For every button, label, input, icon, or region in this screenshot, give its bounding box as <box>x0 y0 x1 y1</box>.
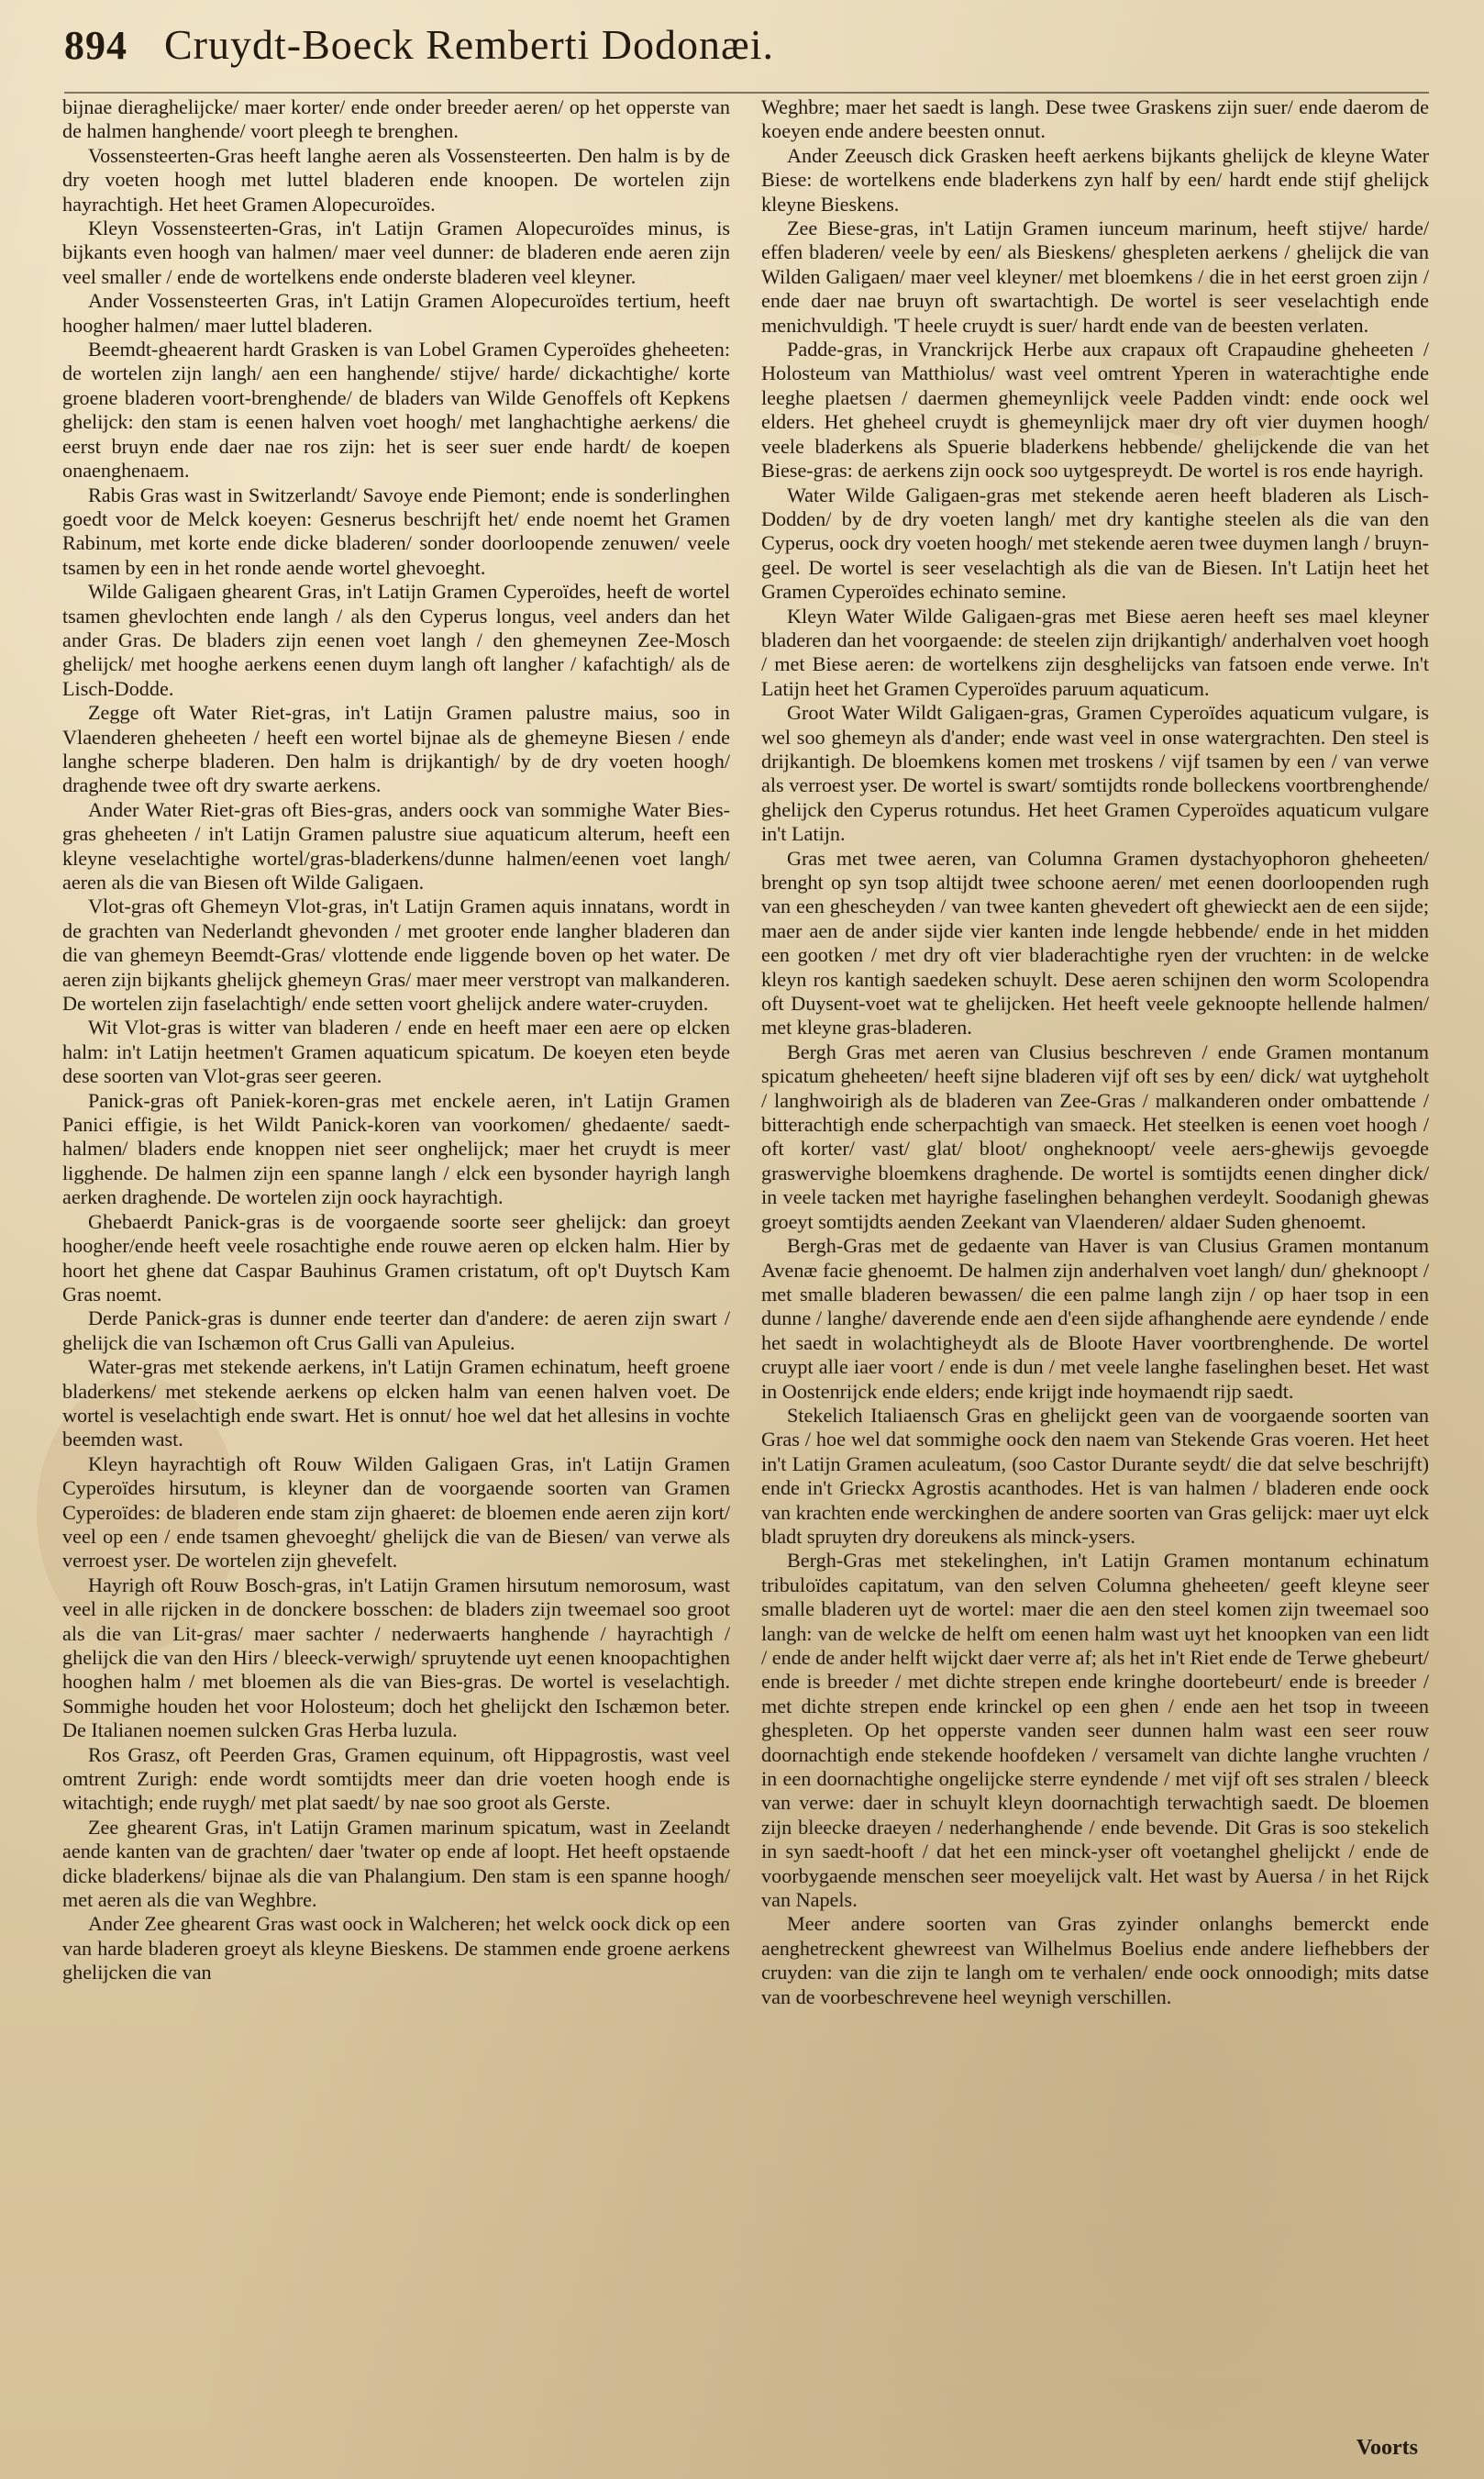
paragraph: Vossensteerten-Gras heeft langhe aeren als Vossensteerten. Den halm is by de dry voeten hoogh met luttel bladeren ende knoopen. De wortelen zijn hayrachtigh. Het heet Gramen Alopecuroïdes. <box>62 143 730 216</box>
paragraph: Bergh Gras met aeren van Clusius beschreven / ende Gramen montanum spicatum gheheeten/ heeft sijne bladeren vijf oft ses by een/ dick/ wat uytgheholt / langhwoirigh als de bladeren van Zee-Gras / malkanderen onder ombattende / bitterachtigh ende scherpachtigh van smaeck. Het steelken is eenen voet hoogh / oft korter/ vast/ glat/ bloot/ ongheknoopt/ veele aers-ghewijs gevoegde graswervighe bloemkens draghende. De wortel is somtijdts eenen dingher dick/ in veele tacken met hayrighe faselinghen behanghen verdeylt. Soodanigh ghewas groeyt somtijdts aenden Zeekant van Vlaenderen/ aldaer Suden ghenoemt. <box>761 1039 1429 1233</box>
right-column <box>761 95 1429 2426</box>
paragraph: Gras met twee aeren, van Columna Gramen dystachyophoron gheheeten/ brenght op syn tsop altijdt twee schoone aeren/ met eenen doorloopenden rugh van een ghescheyden / van twee kanten ghevedert oft ghewieckt aen de een sijde; maer aen de ander sijde vier kanten inde lengde hebbende/ ende in het midden een gootken / met dry oft vier bladerachtighe ryen der vruchten: in de welcke kleyn ros kantigh saedeken schuylt. Dese aeren schijnen den worm Scolopendra oft Duysent-voet wat te ghelijcken. Het heeft veele geknoopte hellende halmen/ met kleyne gras-bladeren. <box>761 846 1429 1039</box>
page-number: 894 <box>64 23 127 68</box>
paragraph: Kleyn hayrachtigh oft Rouw Wilden Galigaen Gras, in't Latijn Gramen Cyperoïdes hirsutum, is kleyner dan de voorgaende soorten van Gramen Cyperoïdes: de bladeren ende stam zijn ghaeret: de bloemen ende aeren zijn kort/ veel op een / ende tsamen ghevoeght/ ghelijck die van de Biesen/ van verwe als verroest yser. De wortelen zijn ghevefelt. <box>62 1451 730 1573</box>
paragraph: Meer andere soorten van Gras zyinder onlanghs bemerckt ende aenghetreckent ghewreest van Wilhelmus Boelius ende andere liefhebbers der cruyden: van die zijn te langh om te verhalen/ ende oock onnoodigh; mits datse van de voorbeschrevene heel weynigh verschillen. <box>761 1912 1429 2008</box>
paragraph: Kleyn Water Wilde Galigaen-gras met Biese aeren heeft ses mael kleyner bladeren dan het voorgaende: de steelen zijn drijkantigh/ anderhalven voet hoogh / met Biese aeren: de wortelkens zijn desghelijcks van fatsoen ende verwe. In't Latijn heet het Gramen Cyperoïdes paruum aquaticum. <box>761 604 1429 700</box>
paragraph: Wit Vlot-gras is witter van bladeren / ende en heeft maer een aere op elcken halm: in't Latijn heetmen't Gramen aquaticum spicatum. De koeyen eten beyde dese soorten van Vlot-gras seer geeren. <box>62 1016 730 1088</box>
paragraph: Weghbre; maer het saedt is langh. Dese twee Graskens zijn suer/ ende daerom de koeyen ende andere beesten onnut. <box>761 95 1429 143</box>
paragraph: Stekelich Italiaensch Gras en ghelijckt geen van de voorgaende soorten van Gras / hoe wel dat sommighe oock den naem van Stekende Gras voeren. Het heet in't Latijn Gramen aculeatum, (soo Castor Durante seydt/ die dat selve beschrijft) ende in't Grieckx Agrostis acanthodes. Het is van halmen / bladeren ende oock van krachten ende werckinghen de andere soorten van Gras gelijck: maer uyt elck bladt spruyten dry doreukens als minck-ysers. <box>761 1403 1429 1548</box>
paragraph: Groot Water Wildt Galigaen-gras, Gramen Cyperoïdes aquaticum vulgare, is wel soo ghemeyn als d'ander; ende wast veel in onse watergrachten. Den steel is drijkantigh. De bloemkens komen met troskens / vijf tsamen by een / van verwe als verroest yser. De wortel is swart/ somtijdts ronde bolleckens voortbrenghende/ ghelijck den Cyperus rotundus. Het heet Gramen Cyperoïdes aquaticum vulgare in't Latijn. <box>761 701 1429 846</box>
paragraph: Ghebaerdt Panick-gras is de voorgaende soorte seer ghelijck: dan groeyt hoogher/ende heeft veele rosachtighe ende rouwe aeren op elcken halm. Hier by hoort het ghene dat Caspar Bauhinus Gramen cristatum, oft op't Duytsch Kam Gras noemt. <box>62 1209 730 1306</box>
paragraph: bijnae dieraghelijcke/ maer korter/ ende onder breeder aeren/ op het opperste van de halmen hanghende/ voort pleegh te brenghen. <box>62 95 730 143</box>
header-rule <box>64 92 1429 94</box>
text-columns <box>62 95 1429 2426</box>
paragraph: Derde Panick-gras is dunner ende teerter dan d'andere: de aeren zijn swart / ghelijck die van Ischæmon oft Crus Galli van Apuleius. <box>62 1306 730 1354</box>
paragraph: Hayrigh oft Rouw Bosch-gras, in't Latijn Gramen hirsutum nemorosum, wast veel in alle rijcken in de donckere bosschen: de bladers zijn tweemael soo groot als die van Lit-gras/ maer sachter / nederwaerts hanghende / hayrachtigh / ghelijck die van den Hirs / bleeck-verwigh/ spruytende uyt eenen knoopachtighen hooghen halm / met bloemen als die van Bies-gras. De wortel is veselachtigh. Sommighe houden het voor Holosteum; doch het ghelijckt den Ischæmon beter. De Italianen noemen sulcken Gras Herba luzula. <box>62 1573 730 1742</box>
paragraph: Kleyn Vossensteerten-Gras, in't Latijn Gramen Alopecuroïdes minus, is bijkants even hoogh van halmen/ maer veel dunner: de bladeren ende aeren zijn veel smaller / ende de wortelkens ende onderste bladeren veel kleyner. <box>62 217 730 288</box>
paragraph: Zegge oft Water Riet-gras, in't Latijn Gramen palustre maius, soo in Vlaenderen gheheeten / heeft een wortel bijnae als de ghemeyne Biesen / ende langhe scherpe bladeren. Den halm is drijkantigh/ by de dry voeten hoogh/ draghende twee oft dry swarte aerkens. <box>62 701 730 797</box>
paragraph: Bergh-Gras met stekelinghen, in't Latijn Gramen montanum echinatum tribuloïdes capitatum, van den selven Columna gheheeten/ geeft kleyne seer smalle bladeren uyt de wortel: maer die aen den steel komen zijn tweemael soo langh: van de welcke de helft om eenen halm wast uyt het knoopken van een lidt / ende de ander helft wijckt daer verre af; als het in't Riet ende de Terwe ghebeurt/ ende is breeder / met dichte strepen ende kringhe doortebeurt/ ende is breeder / met dichte strepen ende krinckel op een ghen / ende aen het tsop in tweeen ghespleten. Op het opperste vanden seer dunnen halm wast een seer rouw doornachtigh ende stekende hoofdeken / versamelt van dichte langhe vruchten / in een doornachtighe ongelijcke sterre eyndende / met vijf oft ses stralen / bleeck van verwe: daer in schuylt kleyn doornachtigh terwachtigh saedt. De bloemen zijn bleecke draeyen / nederhanghende / ende bevende. Dit Gras is soo stekelich in syn saedt-hooft / dat het een minck-yser oft voetanghel ghelijckt / ende de voorbygaende menschen seer moeyelijck valt. Het wast by Auersa / in het Rijck van Napels. <box>761 1549 1429 1912</box>
paragraph: Bergh-Gras met de gedaente van Haver is van Clusius Gramen montanum Avenæ facie ghenoemt. De halmen zijn anderhalven voet langh/ dun/ gheknoopt / met smalle bladeren bewassen/ die een palme langh zijn / op haer tsop in een dunne / langhe/ daverende ende aen d'een sijde afhanghende aere eyndende / ende het saedt in wolachtigheydt als de Bloote Haver voortbrenghende. De wortel cruypt alle iaer voort / ende is dun / met veele langhe faselinghen beset. Het wast in Oostenrijck ende elders; ende krijgt inde hoymaendt rijp saedt. <box>761 1234 1429 1403</box>
paragraph: Beemdt-gheaerent hardt Grasken is van Lobel Gramen Cyperoïdes gheheeten: de wortelen zijn langh/ aen een hanghende/ stijve/ harde/ dickachtighe/ korte groene bladeren voort-brenghende/ de bladers van Wilde Genoffels oft Kepkens ghelijck: den stam is eenen halven voet hoogh/ met langhachtighe aerkens/ die eerst bruyn ende daer nae ros zijn: het is seer suer ende hardt/ de koepen onaenghenaem. <box>62 338 730 483</box>
paragraph: Padde-gras, in Vranckrijck Herbe aux crapaux oft Crapaudine gheheeten / Holosteum van Matthiolus/ wast veel omtrent Yperen in waterachtighe ende leeghe plaetsen / daermen ghemeynlijck veele Padden vindt: ende oock wel elders. Het gheheel cruydt is ghemeynlijck maer dry oft vier duymen hoogh/ veele bladerkens als Spuerie bladerkens hebbende/ ghelijckende die van het Biese-gras: de aerkens zijn oock soo uytgespreydt. De wortel is ros ende hayrigh. <box>761 338 1429 483</box>
paragraph: Zee ghearent Gras, in't Latijn Gramen marinum spicatum, wast in Zeelandt aende kanten van de grachten/ daer 'twater op ende af loopt. Het heeft opstaende dicke bladerkens/ bijnae als die van Phalangium. Den stam is een spanne hoogh/ met aeren als die van Weghbre. <box>62 1815 730 1912</box>
paragraph: Zee Biese-gras, in't Latijn Gramen iunceum marinum, heeft stijve/ harde/ effen bladeren/ veele by een/ als Bieskens/ ghespleten aerkens / ghelijck die van Wilden Galigaen/ maer veel kleyner/ met bloemkens / die in het eerst groen zijn / ende daer nae bruyn oft swartachtigh. De wortel is seer veselachtigh ende menichvuldigh. 'T heele cruydt is suer/ hardt ende van de beesten verlaten. <box>761 217 1429 337</box>
paragraph: Ander Zeeusch dick Grasken heeft aerkens bijkants ghelijck de kleyne Water Biese: de wortelkens ende bladerkens zyn half by een/ hardt ende stijf ghelijck kleyne Bieskens. <box>761 143 1429 216</box>
paragraph: Ros Grasz, oft Peerden Gras, Gramen equinum, oft Hippagrostis, wast veel omtrent Zurigh: ende wordt somtijdts meer dan drie voeten hoogh ende is witachtigh; ende ruygh/ met plat saedt/ by nae soo groot als Gerste. <box>62 1742 730 1815</box>
catchword: Voorts <box>1356 2436 1418 2460</box>
paragraph: Ander Water Riet-gras oft Bies-gras, anders oock van sommighe Water Bies-gras gheheeten / in't Latijn Gramen palustre siue aquaticum alterum, heeft een kleyne veselachtighe wortel/gras-bladerkens/dunne halmen/eenen voet langh/ aeren als die van Biesen oft Wilde Galigaen. <box>62 797 730 894</box>
paragraph: Ander Zee ghearent Gras wast oock in Walcheren; het welck oock dick op een van harde bladeren groeyt als kleyne Bieskens. De stammen ende groene aerkens ghelijcken die van <box>62 1912 730 1984</box>
page-header <box>64 20 1420 84</box>
paragraph: Ander Vossensteerten Gras, in't Latijn Gramen Alopecuroïdes tertium, heeft hoogher halmen/ maer luttel bladeren. <box>62 289 730 337</box>
paragraph: Wilde Galigaen ghearent Gras, in't Latijn Gramen Cyperoïdes, heeft de wortel tsamen ghevlochten ende langh / als den Cyperus longus, veel anders dan het ander Gras. De bladers zijn eenen voet langh / den ghemeynen Zee-Mosch ghelijck/ met hooghe aerkens eenen duym langh oft langher / kafachtigh/ als de Lisch-Dodde. <box>62 580 730 700</box>
left-column <box>62 95 730 2426</box>
paragraph: Vlot-gras oft Ghemeyn Vlot-gras, in't Latijn Gramen aquis innatans, wordt in de grachten van Nederlandt ghevonden / met grooter ende langher bladeren dan die van ghemeyn Beemdt-Gras/ vlottende ende liggende boven op het water. De aeren zijn bijkants ghelijck ghemeyn Gras/ maer meer verstropt van malkanderen. De wortelen zijn faselachtigh/ ende setten voort ghelijck andere water-cruyden. <box>62 895 730 1016</box>
paragraph: Water-gras met stekende aerkens, in't Latijn Gramen echinatum, heeft groene bladerkens/ met stekende aerkens op elcken halm van eenen halven voet. De wortel is veselachtigh ende swart. Het is onnut/ hoe wel dat het allesins in vochte beemden wast. <box>62 1355 730 1451</box>
paragraph: Rabis Gras wast in Switzerlandt/ Savoye ende Piemont; ende is sonderlinghen goedt voor de Melck koeyen: Gesnerus beschrijft het/ ende noemt het Gramen Rabinum, met korte ende dicke bladeren/ sonder doorloopende zenuwen/ veele tsamen by een in het ronde aende wortel ghevoeght. <box>62 483 730 579</box>
paragraph: Water Wilde Galigaen-gras met stekende aeren heeft bladeren als Lisch-Dodden/ by de dry voeten langh/ met dry kantighe steelen als die van den Cyperus, oock dry voeten hoogh/ met stekende aeren twee duymen langh / bruyn-geel. De wortel is seer veselachtigh als die van de Biesen. In't Latijn heet het Gramen Cyperoïdes echinato semine. <box>761 483 1429 604</box>
paragraph: Panick-gras oft Paniek-koren-gras met enckele aeren, in't Latijn Gramen Panici effigie, is het Wildt Panick-koren van voorkomen/ ghedaente/ saedt-halmen/ bladers ende knoppen niet seer onghelijck; maer het cruydt is meer ligghende. De halmen zijn een spanne langh / elck een bysonder hayrigh langh aerken draghende. De wortelen zijn oock hayrachtigh. <box>62 1088 730 1209</box>
running-title: Cruydt-Boeck Remberti Dodonæi. <box>164 21 774 68</box>
